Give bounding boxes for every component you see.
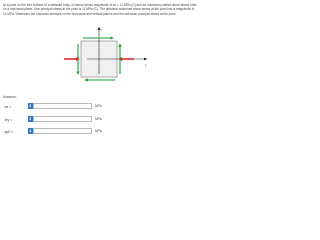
info-icon[interactable]: i: [29, 128, 32, 133]
problem-statement: At a point on the free surface of a stressed body, a normal stress magnitude of σx = 11 MPa (C) and an unknown positive shear stress exist on a horizontal plane. One principal stress at the point is 11 MPa (C). The absolute maximum shear stress at the point has a magnitude of 14 MPa. Determine the unknown stresses on the horizontal and vertical planes and the unknown principal stress at the point.: [3, 3, 197, 16]
sigma-p2-unit: MPa: [95, 129, 102, 134]
stress-element-diagram: [0, 16, 200, 92]
tau-xy-unit: MPa: [95, 117, 102, 122]
tau-xy-input[interactable]: [33, 116, 92, 122]
sigma-x-unit: MPa: [95, 104, 102, 109]
x-axis-arrowhead: [144, 58, 148, 61]
sigma-p2-label: σp2 =: [4, 129, 14, 134]
answers-heading: Answers:: [3, 94, 17, 99]
x-axis-label: x: [145, 63, 147, 67]
answer-row-tau-xy: [3, 116, 123, 123]
answer-row-sigma-p2: [3, 128, 123, 135]
sigma-x-input[interactable]: [33, 103, 92, 109]
y-axis-label: y: [100, 28, 103, 32]
info-icon[interactable]: i: [29, 116, 32, 121]
info-icon[interactable]: i: [29, 103, 32, 108]
sigma-p2-input[interactable]: [33, 128, 92, 134]
answer-row-sigma-x: [3, 103, 123, 110]
tau-xy-label: τxy =: [4, 117, 13, 122]
sigma-x-label: σx =: [4, 104, 12, 109]
